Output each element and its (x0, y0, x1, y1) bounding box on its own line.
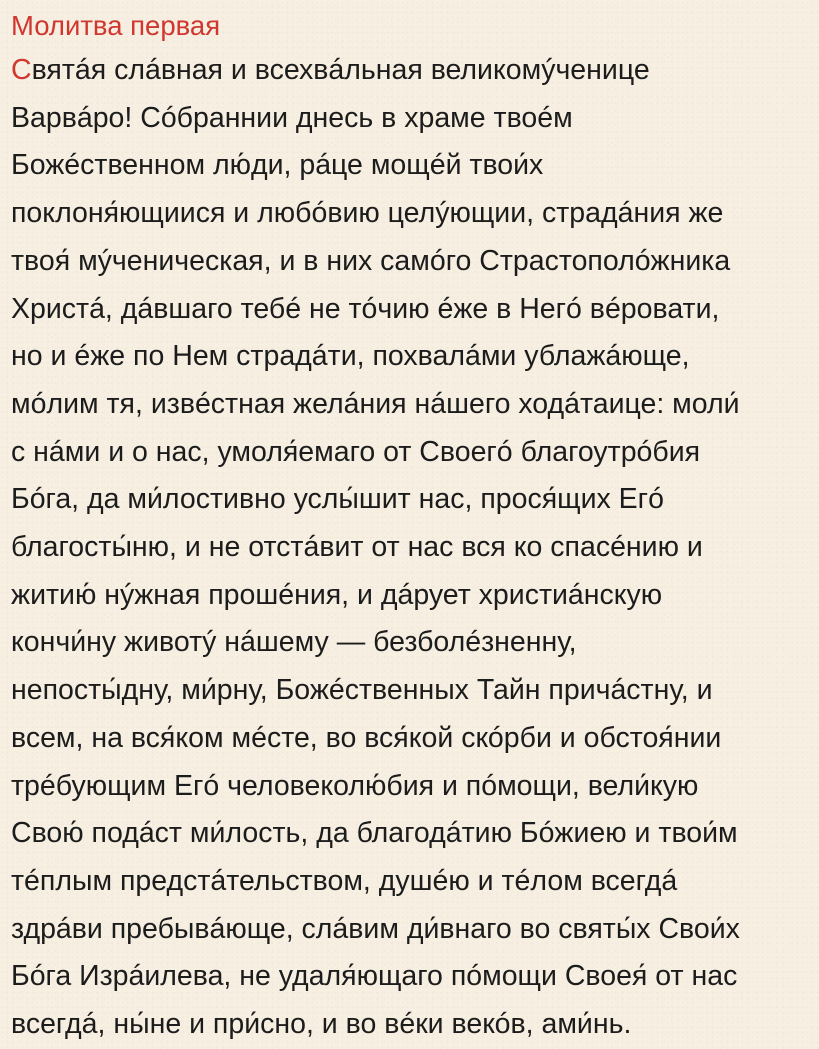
prayer-line (11, 47, 807, 95)
prayer-line: благосты́ню, и не отстáвит от нас вся ко спасéнию и (11, 531, 703, 564)
prayer-line: Свою́ подáст ми́лость, да благодáтию Бóжиею и твои́м (11, 817, 738, 850)
prayer-line: Христá, дáвшаго тебé не тóчию éже в Негó вéровати, (11, 292, 720, 325)
prayer-line: житию́ нýжная прошéния, и дáрует христиáнскую (11, 578, 663, 611)
prayer-line: Бóга, да ми́лостивно услы́шит нас, прося́щих Егó (11, 483, 664, 516)
prayer-line: мóлим тя, извéстная желáния нáшего ходáтаице: моли́ (11, 387, 740, 420)
prayer-line: непосты́дну, ми́рну, Божéственных Тайн причáстну, и (11, 674, 713, 707)
prayer-line: но и éже по Нем страдáти, похвалáми ублажáюще, (11, 340, 690, 373)
prayer-title: Молитва первая (11, 10, 221, 41)
prayer-line: Божéственном лю́ди, рáце мощéй твои́х (11, 149, 544, 182)
prayer-line: здрáви пребывáюще, слáвим ди́внаго во святы́х Свои́х (11, 912, 740, 945)
prayer-line: кончи́ну животý нáшему — безболéзненну, (11, 626, 577, 659)
prayer-line: с нáми и о нас, умоля́емаго от Своегó благоутрóбия (11, 435, 701, 468)
prayer-line: Бóга Изрáилева, не удаля́ющаго пóмощи Своея́ от нас (11, 960, 738, 993)
prayer-line: всем, на вся́ком мéсте, во вся́кой скóрби и обстоя́нии (11, 721, 722, 754)
prayer-line: всегдá, ны́не и при́сно, и во вéки векóв, ами́нь. (11, 1008, 632, 1041)
prayer-line: трéбующим Егó человеколю́бия и пóмощи, вели́кую (11, 769, 699, 802)
prayer-line-text: вятáя слáвная и всехвáльная великомýченице (31, 54, 650, 86)
prayer-line: поклоня́ющиися и любóвию целýющии, страдáния же (11, 197, 724, 230)
prayer-line: твоя́ мýченическая, и в них самóго Страстополóжника (11, 244, 731, 277)
prayer-line: Варвáро! Сóбраннии днесь в храме твоéм (11, 101, 573, 134)
initial-letter: С (11, 54, 32, 86)
prayer-line: тéплым предстáтельством, душéю и тéлом всегдá (11, 864, 678, 897)
prayer-text (11, 47, 807, 1049)
